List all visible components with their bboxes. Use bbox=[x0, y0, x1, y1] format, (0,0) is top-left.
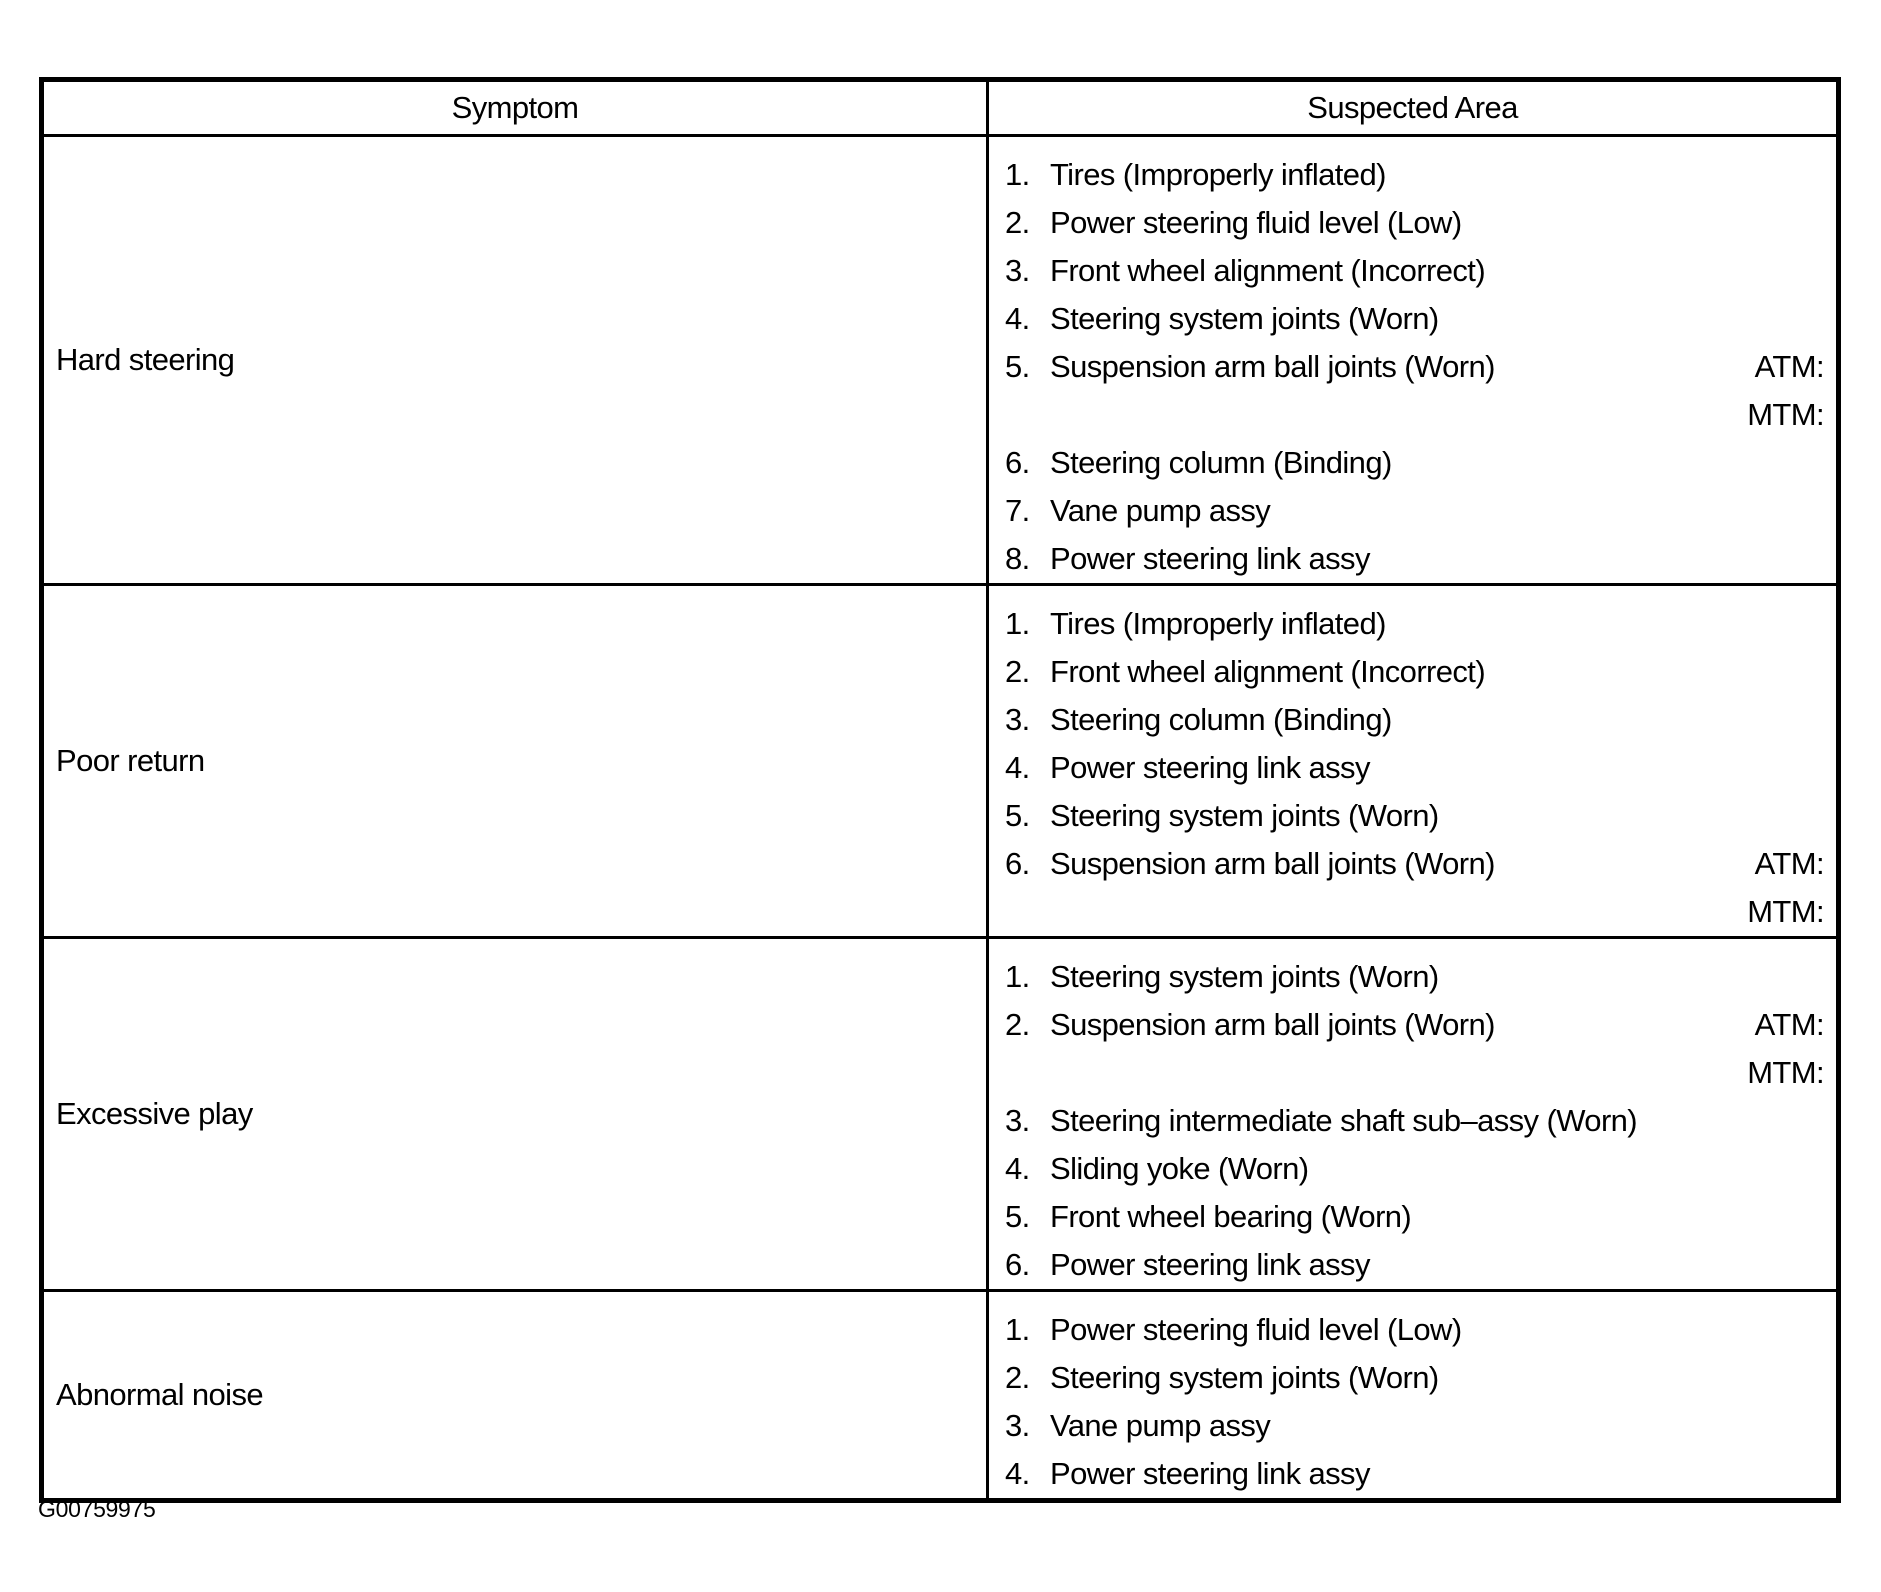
suspected-area-item bbox=[1005, 295, 1824, 343]
item-number: 6. bbox=[1005, 445, 1030, 480]
item-number: 4. bbox=[1005, 301, 1030, 336]
item-note-atm: ATM: bbox=[1754, 846, 1824, 881]
header-suspected-area: Suspected Area bbox=[1307, 90, 1518, 125]
suspected-area-item bbox=[1005, 1001, 1824, 1049]
item-text: Power steering fluid level (Low) bbox=[1050, 205, 1462, 240]
item-text: Front wheel alignment (Incorrect) bbox=[1050, 654, 1486, 689]
item-text: Power steering link assy bbox=[1050, 1456, 1370, 1491]
item-number: 4. bbox=[1005, 750, 1030, 785]
suspected-area-item bbox=[1005, 792, 1824, 840]
item-number: 3. bbox=[1005, 1103, 1030, 1138]
suspected-area-item bbox=[1005, 247, 1824, 295]
header-symptom: Symptom bbox=[44, 82, 989, 134]
suspected-area-item bbox=[1005, 1450, 1824, 1498]
suspected-area-item bbox=[1005, 343, 1824, 391]
suspected-area-item bbox=[1005, 535, 1824, 583]
item-number: 2. bbox=[1005, 1360, 1030, 1395]
item-number: 4. bbox=[1005, 1151, 1030, 1186]
suspected-area-item bbox=[1005, 744, 1824, 792]
item-text: Tires (Improperly inflated) bbox=[1050, 606, 1386, 641]
suspected-area-item bbox=[1005, 696, 1824, 744]
item-number: 3. bbox=[1005, 1408, 1030, 1443]
suspected-area-item bbox=[1005, 1402, 1824, 1450]
item-text: Steering system joints (Worn) bbox=[1050, 1360, 1439, 1395]
item-text: Vane pump assy bbox=[1050, 1408, 1271, 1443]
symptom-cell: Hard steering bbox=[44, 137, 989, 583]
item-number: 1. bbox=[1005, 606, 1030, 641]
item-number: 6. bbox=[1005, 1247, 1030, 1282]
table-body bbox=[44, 134, 1836, 1498]
suspected-area-cell bbox=[989, 1292, 1836, 1498]
symptom-cell: Abnormal noise bbox=[44, 1292, 989, 1498]
item-number: 1. bbox=[1005, 157, 1030, 192]
item-number: 3. bbox=[1005, 702, 1030, 737]
symptom-cell: Excessive play bbox=[44, 939, 989, 1289]
item-number: 2. bbox=[1005, 205, 1030, 240]
item-text: Suspension arm ball joints (Worn) bbox=[1050, 1007, 1495, 1042]
item-text: Power steering fluid level (Low) bbox=[1050, 1312, 1462, 1347]
item-note-mtm: MTM: bbox=[1747, 894, 1824, 929]
suspected-area-item bbox=[1005, 840, 1824, 888]
item-number: 4. bbox=[1005, 1456, 1030, 1491]
item-text: Tires (Improperly inflated) bbox=[1050, 157, 1386, 192]
item-text: Front wheel bearing (Worn) bbox=[1050, 1199, 1412, 1234]
item-text: Steering column (Binding) bbox=[1050, 702, 1392, 737]
item-text: Steering system joints (Worn) bbox=[1050, 959, 1439, 994]
item-number: 8. bbox=[1005, 541, 1030, 576]
item-text: Front wheel alignment (Incorrect) bbox=[1050, 253, 1486, 288]
item-text: Sliding yoke (Worn) bbox=[1050, 1151, 1309, 1186]
item-note-atm: ATM: bbox=[1754, 1007, 1824, 1042]
item-number: 7. bbox=[1005, 493, 1030, 528]
item-number: 5. bbox=[1005, 798, 1030, 833]
symptom-cell: Poor return bbox=[44, 586, 989, 936]
suspected-area-item bbox=[1005, 648, 1824, 696]
figure-id: G00759975 bbox=[38, 1496, 156, 1522]
item-text: Steering system joints (Worn) bbox=[1050, 301, 1439, 336]
table-row bbox=[44, 1289, 1836, 1498]
suspected-area-item bbox=[1005, 1354, 1824, 1402]
item-number: 2. bbox=[1005, 654, 1030, 689]
item-note-atm: ATM: bbox=[1754, 349, 1824, 384]
item-text: Power steering link assy bbox=[1050, 1247, 1370, 1282]
item-note-mtm: MTM: bbox=[1747, 1055, 1824, 1090]
item-number: 6. bbox=[1005, 846, 1030, 881]
suspected-area-cell bbox=[989, 939, 1836, 1289]
item-number: 1. bbox=[1005, 959, 1030, 994]
suspected-area-item bbox=[1005, 199, 1824, 247]
item-text: Vane pump assy bbox=[1050, 493, 1271, 528]
item-note-line bbox=[1005, 1049, 1824, 1097]
suspected-area-item bbox=[1005, 1145, 1824, 1193]
table-row bbox=[44, 936, 1836, 1289]
suspected-area-item bbox=[1005, 151, 1824, 199]
item-text: Power steering link assy bbox=[1050, 750, 1370, 785]
suspected-area-item bbox=[1005, 1241, 1824, 1289]
item-note-line bbox=[1005, 391, 1824, 439]
table-row bbox=[44, 134, 1836, 583]
item-number: 2. bbox=[1005, 1007, 1030, 1042]
suspected-area-cell bbox=[989, 586, 1836, 936]
item-text: Power steering link assy bbox=[1050, 541, 1370, 576]
suspected-area-item bbox=[1005, 953, 1824, 1001]
suspected-area-item bbox=[1005, 439, 1824, 487]
item-text: Steering column (Binding) bbox=[1050, 445, 1392, 480]
table-row bbox=[44, 583, 1836, 936]
item-number: 5. bbox=[1005, 1199, 1030, 1234]
suspected-area-item bbox=[1005, 600, 1824, 648]
suspected-area-item bbox=[1005, 1306, 1824, 1354]
suspected-area-cell bbox=[989, 137, 1836, 583]
suspected-area-item bbox=[1005, 1097, 1824, 1145]
item-number: 5. bbox=[1005, 349, 1030, 384]
table-header-row bbox=[44, 82, 1836, 134]
item-text: Suspension arm ball joints (Worn) bbox=[1050, 846, 1495, 881]
item-note-line bbox=[1005, 888, 1824, 936]
item-text: Steering system joints (Worn) bbox=[1050, 798, 1439, 833]
item-number: 1. bbox=[1005, 1312, 1030, 1347]
suspected-area-item bbox=[1005, 1193, 1824, 1241]
item-text: Steering intermediate shaft sub–assy (Worn) bbox=[1050, 1103, 1638, 1138]
item-text: Suspension arm ball joints (Worn) bbox=[1050, 349, 1495, 384]
suspected-area-item bbox=[1005, 487, 1824, 535]
item-note-mtm: MTM: bbox=[1747, 397, 1824, 432]
item-number: 3. bbox=[1005, 253, 1030, 288]
troubleshooting-table bbox=[39, 77, 1841, 1503]
